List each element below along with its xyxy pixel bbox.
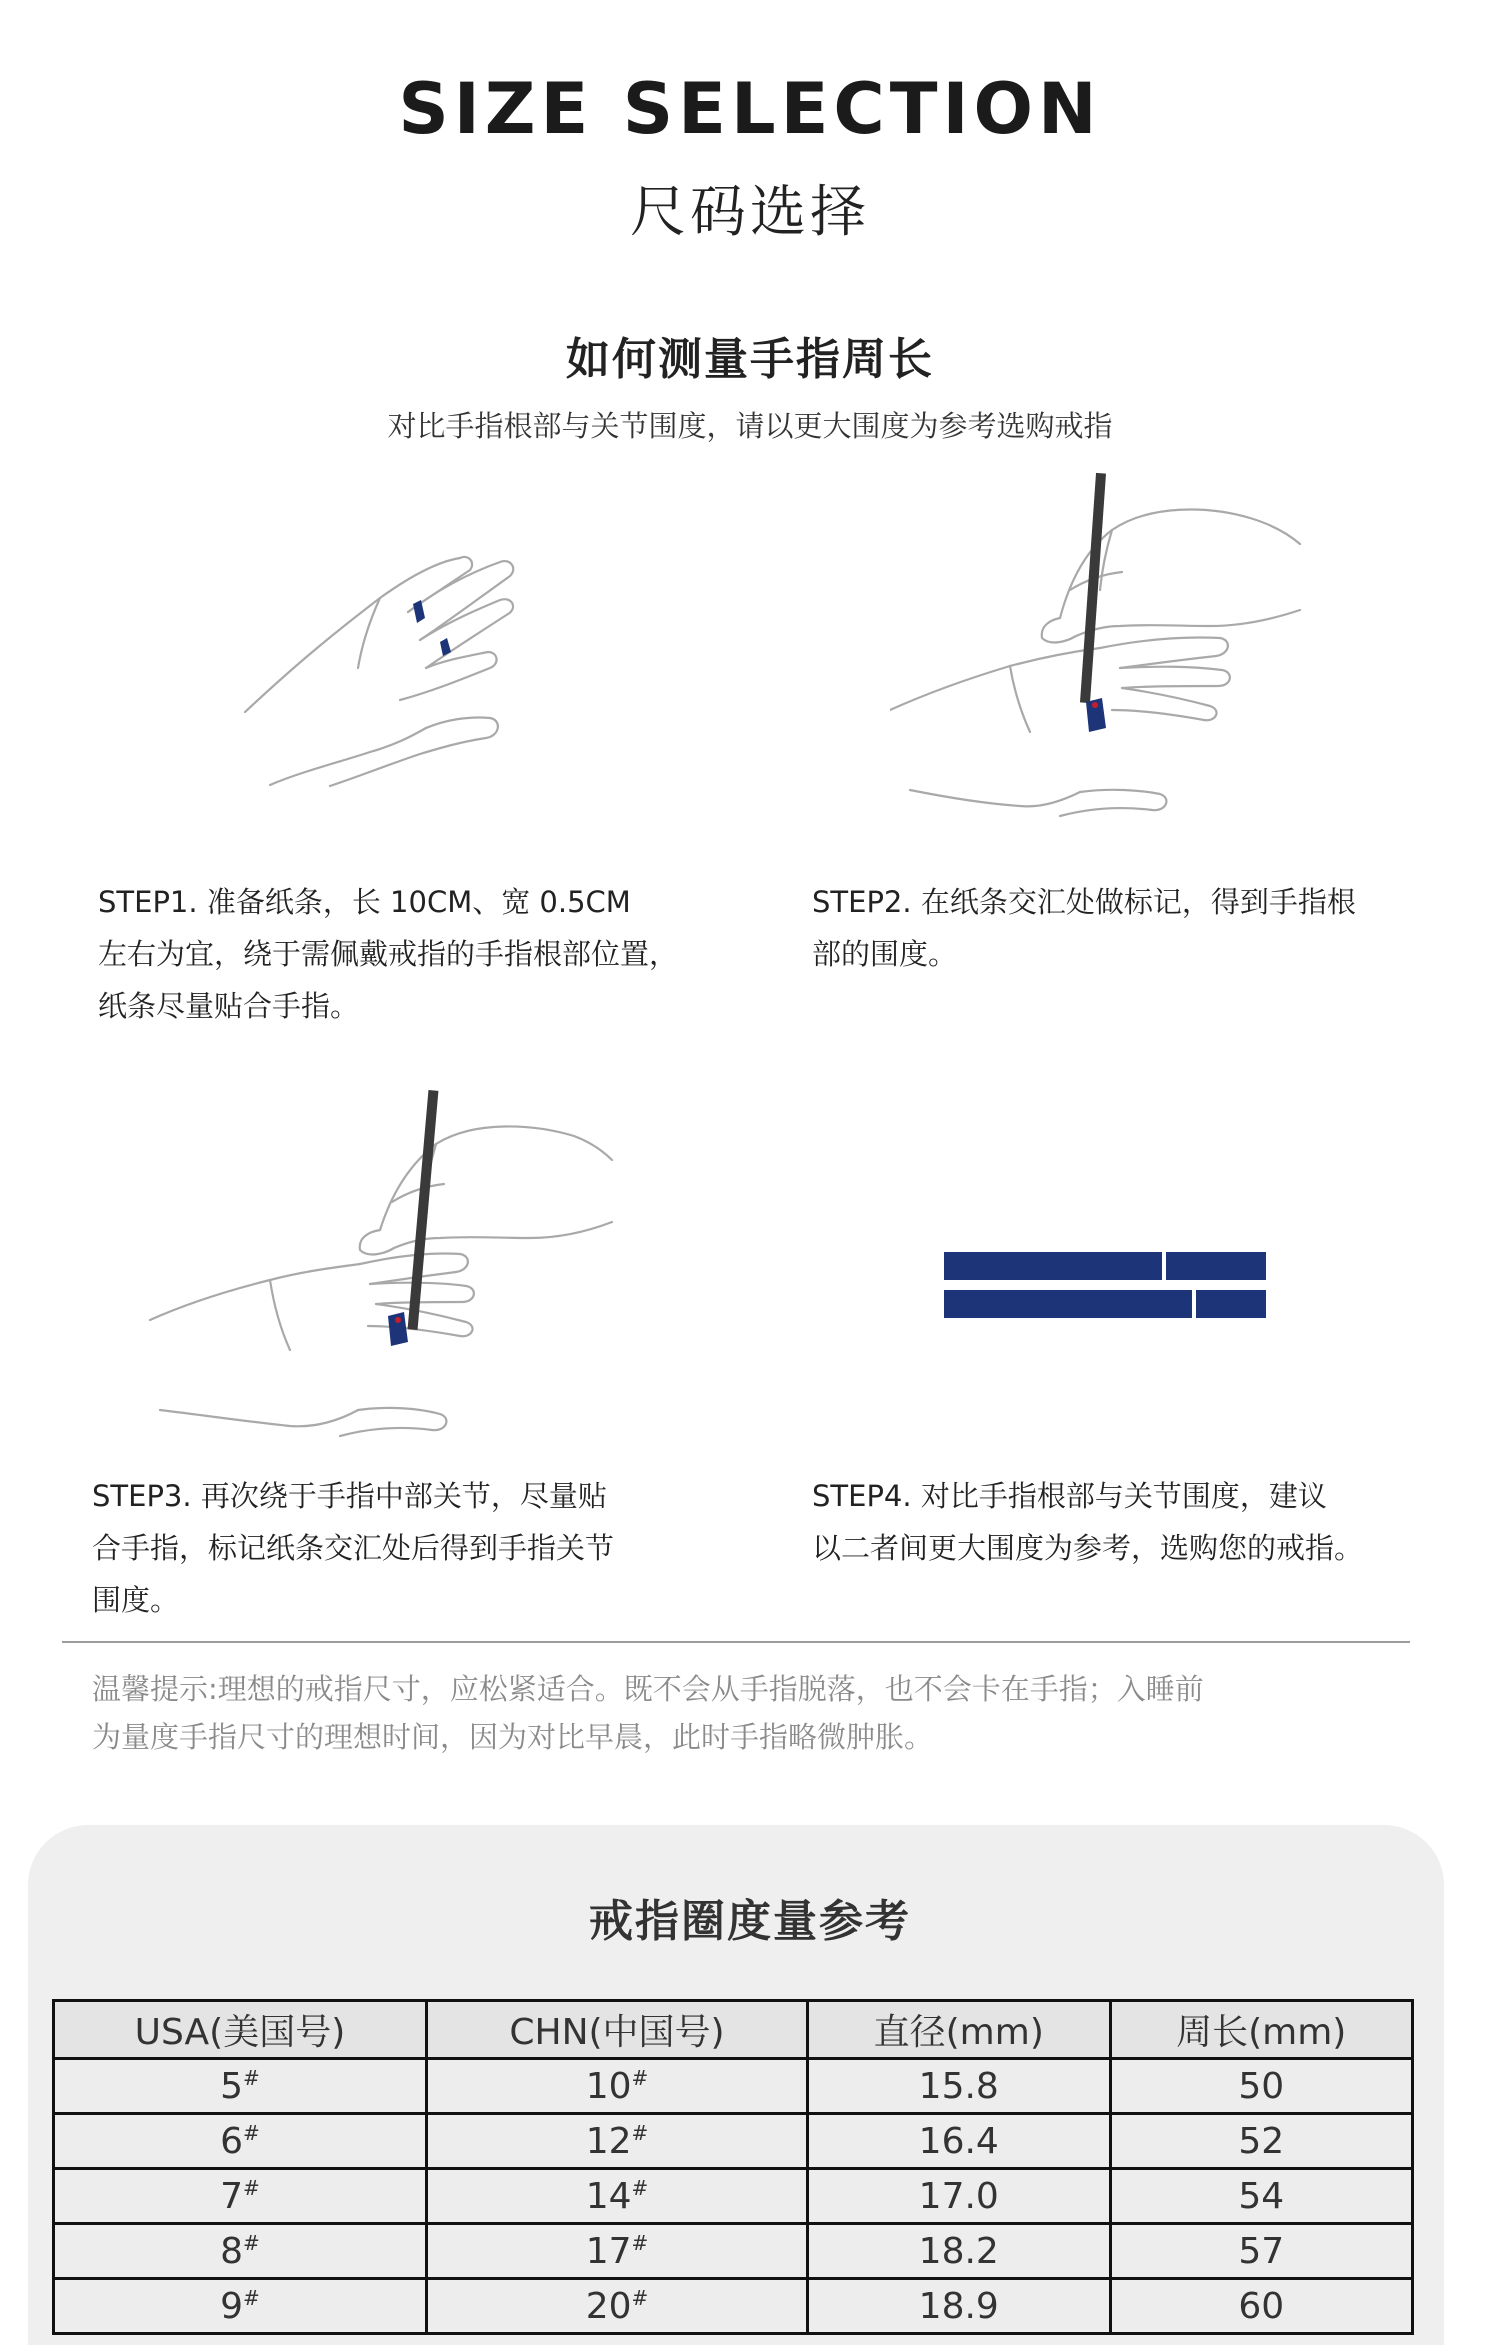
cell-circumference: 50	[1110, 2059, 1413, 2114]
header-diameter: 直径(mm)	[808, 2001, 1110, 2059]
cell-diameter: 16.4	[808, 2114, 1110, 2169]
warm-tip	[92, 1665, 1392, 1761]
step-2-line: STEP2. 在纸条交汇处做标记，得到手指根	[812, 885, 1356, 919]
cell-chn: 17#	[426, 2224, 807, 2279]
step-3-line: STEP3. 再次绕于手指中部关节，尽量贴	[92, 1479, 607, 1513]
step-4-line: 以二者间更大围度为参考，选购您的戒指。	[812, 1531, 1364, 1565]
strip-comparison-illustration	[940, 1230, 1270, 1330]
step-3-text	[92, 1470, 732, 1626]
table-row	[54, 2169, 1413, 2224]
cell-usa: 7#	[54, 2169, 427, 2224]
cell-chn: 20#	[426, 2279, 807, 2334]
header-chn: CHN(中国号)	[426, 2001, 807, 2059]
cell-usa: 8#	[54, 2224, 427, 2279]
cell-circumference: 52	[1110, 2114, 1413, 2169]
step-2-text	[812, 876, 1452, 980]
cell-chn: 10#	[426, 2059, 807, 2114]
page-title-cn: 尺码选择	[630, 180, 870, 245]
cell-usa: 6#	[54, 2114, 427, 2169]
cell-diameter: 15.8	[808, 2059, 1110, 2114]
warm-tip-line: 为量度手指尺寸的理想时间，因为对比早晨，此时手指略微肿胀。	[92, 1720, 934, 1754]
table-row	[54, 2059, 1413, 2114]
step-1-text	[98, 876, 738, 1032]
header-usa: USA(美国号)	[54, 2001, 427, 2059]
size-table	[52, 1999, 1414, 2335]
step-1-line: STEP1. 准备纸条，长 10CM、宽 0.5CM	[98, 885, 631, 919]
header-circumference: 周长(mm)	[1110, 2001, 1413, 2059]
table-row	[54, 2279, 1413, 2334]
step-4-text	[812, 1470, 1452, 1574]
cell-circumference: 54	[1110, 2169, 1413, 2224]
step-1-line: 纸条尽量贴合手指。	[98, 989, 360, 1023]
cell-diameter: 17.0	[808, 2169, 1110, 2224]
cell-usa: 9#	[54, 2279, 427, 2334]
section-divider	[62, 1641, 1410, 1643]
measure-section-title: 如何测量手指周长	[566, 334, 934, 385]
table-row	[54, 2114, 1413, 2169]
pencil-mark-base-illustration	[890, 470, 1330, 830]
cell-usa: 5#	[54, 2059, 427, 2114]
step-2-line: 部的围度。	[812, 937, 958, 971]
size-table-title: 戒指圈度量参考	[589, 1896, 911, 1947]
cell-circumference: 57	[1110, 2224, 1413, 2279]
step-1-line: 左右为宜，绕于需佩戴戒指的手指根部位置，	[98, 937, 679, 971]
table-row	[54, 2224, 1413, 2279]
cell-circumference: 60	[1110, 2279, 1413, 2334]
warm-tip-line: 温馨提示:理想的戒指尺寸，应松紧适合。既不会从手指脱落，也不会卡在手指；入睡前	[92, 1672, 1204, 1706]
page-title-en: SIZE SELECTION	[398, 68, 1102, 150]
cell-chn: 12#	[426, 2114, 807, 2169]
size-table-header-row	[54, 2001, 1413, 2059]
cell-chn: 14#	[426, 2169, 807, 2224]
step-3-line: 合手指，标记纸条交汇处后得到手指关节	[92, 1531, 615, 1565]
cell-diameter: 18.9	[808, 2279, 1110, 2334]
pencil-mark-knuckle-illustration	[140, 1080, 620, 1460]
step-4-line: STEP4. 对比手指根部与关节围度，建议	[812, 1479, 1327, 1513]
step-3-line: 围度。	[92, 1583, 180, 1617]
hand-wrap-strip-illustration	[230, 540, 610, 810]
cell-diameter: 18.2	[808, 2224, 1110, 2279]
measure-section-subtitle: 对比手指根部与关节围度，请以更大围度为参考选购戒指	[387, 409, 1113, 443]
